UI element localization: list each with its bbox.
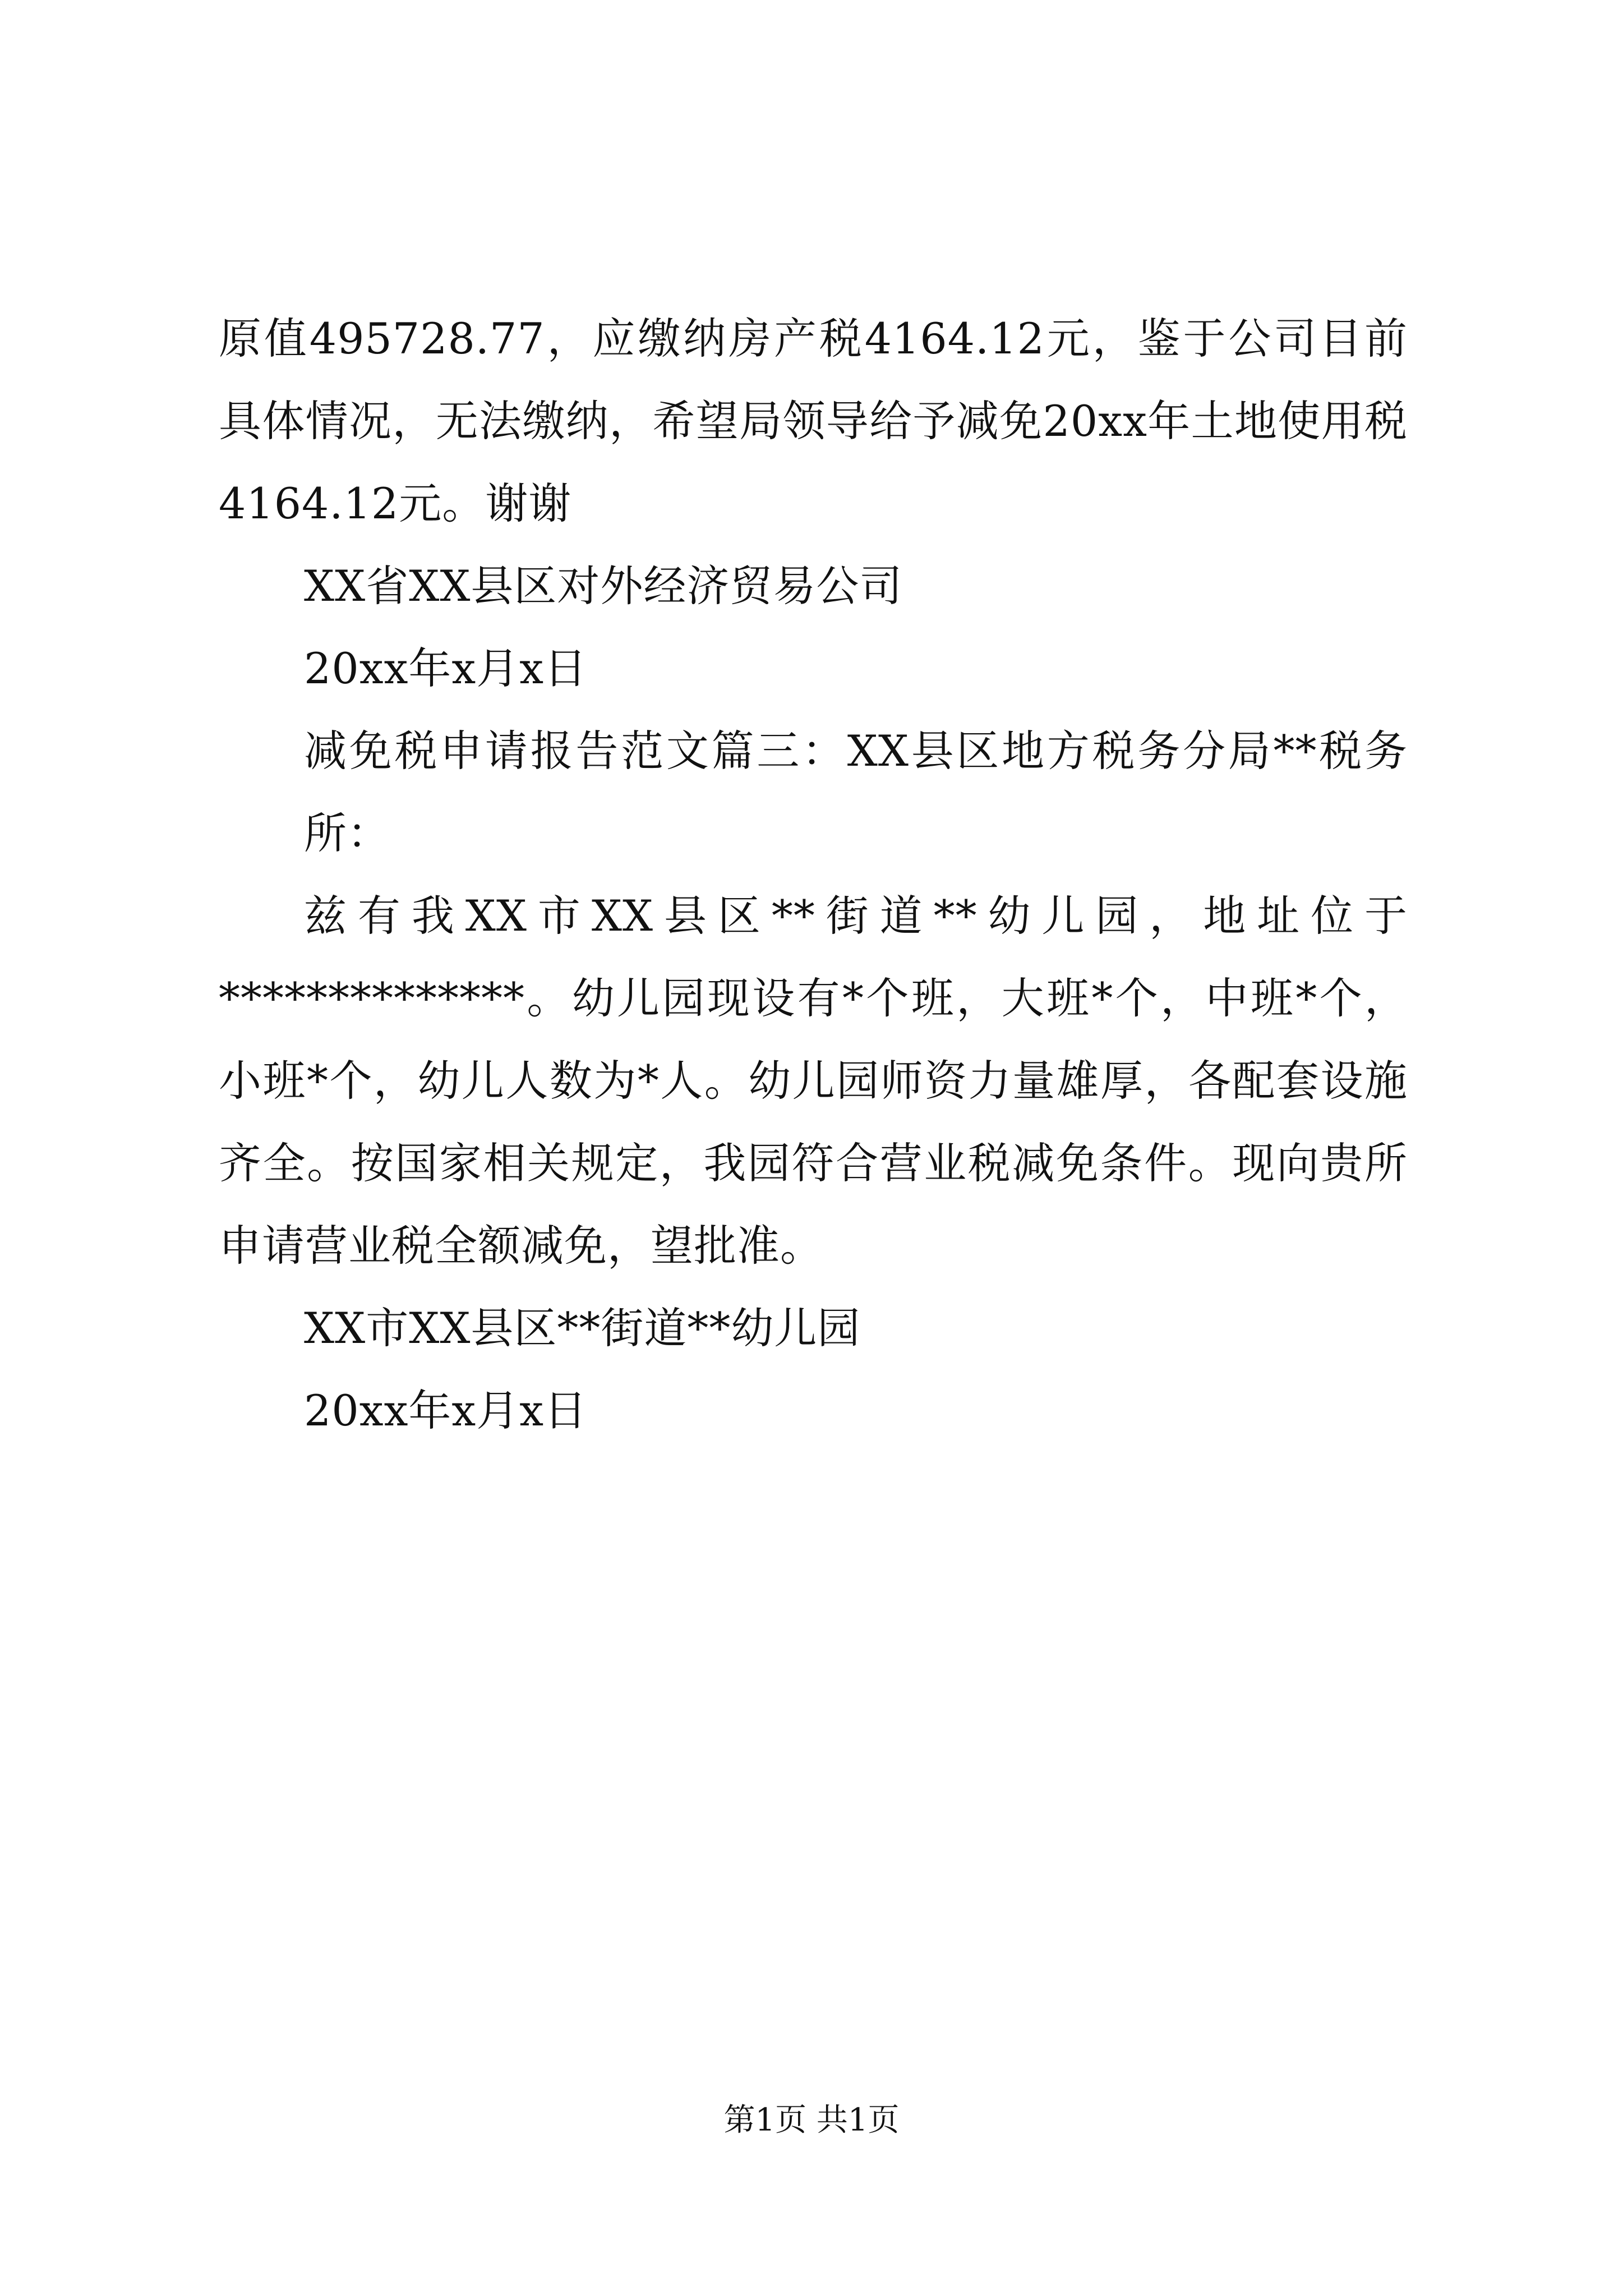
signature-kindergarten: XX市XX县区**街道**幼儿园 (304, 1303, 861, 1353)
page-number-footer: 第1页 共1页 (723, 2102, 900, 2138)
signature-date: 20xx年x月x日 (304, 643, 588, 693)
paragraph-tax-amount: 原值495728.77，应缴纳房产税4164.12元，鉴于公司目前具体情况，无法缴纳，希望局领导给予减免20xx年土地使用税4164.12元。谢谢 (219, 314, 1408, 528)
signature-company: XX省XX县区对外经济贸易公司 (304, 561, 903, 611)
section-heading-sample-three: 减免税申请报告范文篇三：XX县区地方税务分局**税务所： (304, 726, 1408, 858)
signature-date-second: 20xx年x月x日 (304, 1386, 588, 1435)
document-body (219, 297, 1408, 1452)
paragraph-kindergarten-request: 兹有我XX市XX县区**街道**幼儿园，地址位于**************。幼儿园现设有*个班，大班*个，中班*个，小班*个，幼儿人数为*人。幼儿园师资力量雄厚，各配套设施齐全。按国家相关规定，我园符合营业税减免条件。现向贵所申请营业税全额减免，望批准。 (219, 891, 1408, 1271)
